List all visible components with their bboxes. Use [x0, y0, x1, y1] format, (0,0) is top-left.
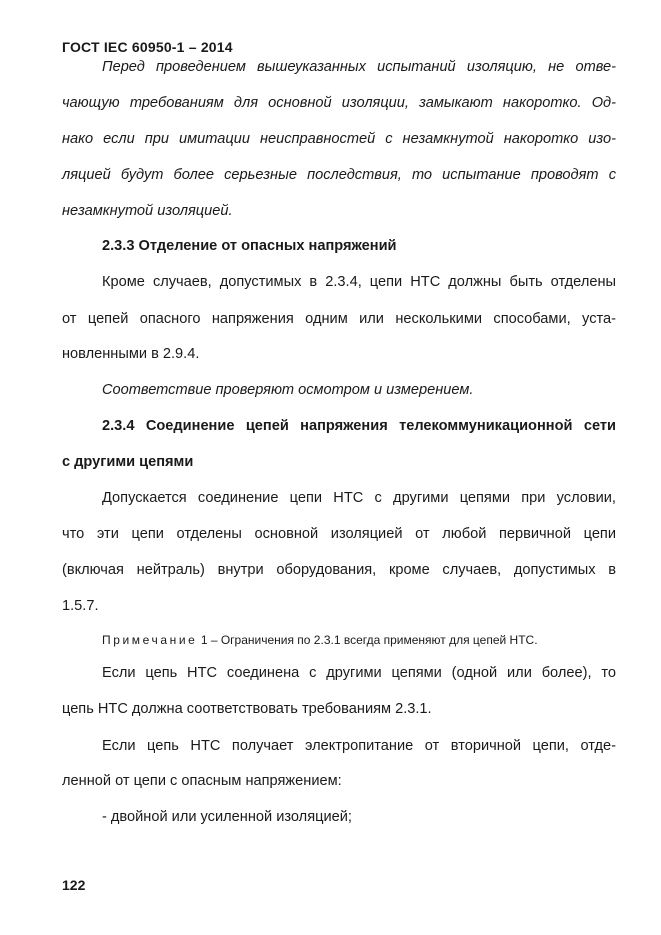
para3-text: Соответствие проверяют осмотром и измерением. — [102, 382, 474, 398]
document-header: ГОСТ IEC 60950-1 – 2014 — [62, 39, 233, 55]
para6-line-2: ленной от цепи с опасным напряжением: — [62, 773, 342, 789]
section-233-heading: 2.3.3 Отделение от опасных напряжений — [102, 238, 397, 254]
note-1 — [102, 632, 538, 648]
para5-line-2: цепь НТС должна соответствовать требованиям 2.3.1. — [62, 701, 432, 717]
para1-line-1: Перед проведением вышеуказанных испытаний изоляцию, не отве- — [102, 59, 616, 75]
para4-line-4: 1.5.7. — [62, 598, 99, 614]
para1-line-4: ляцией будут более серьезные последствия, то испытание проводят с — [62, 167, 616, 183]
para1-line-5: незамкнутой изоляцией. — [62, 203, 233, 219]
para1-line-3: нако если при имитации неисправностей с незамкнутой накоротко изо- — [62, 131, 616, 147]
para1-line-2: чающую требованиям для основной изоляции, замыкают накоротко. Од- — [62, 95, 616, 111]
page-number: 122 — [62, 877, 86, 893]
para2-line-3: новленными в 2.9.4. — [62, 346, 200, 362]
para6-line-1: Если цепь НТС получает электропитание от вторичной цепи, отде- — [102, 738, 616, 754]
para2-line-2: от цепей опасного напряжения одним или несколькими способами, уста- — [62, 311, 616, 327]
note-text: 1 – Ограничения по 2.3.1 всегда применяют для цепей НТС. — [200, 633, 538, 647]
para5-line-1: Если цепь НТС соединена с другими цепями (одной или более), то — [102, 665, 616, 681]
para2-line-1: Кроме случаев, допустимых в 2.3.4, цепи НТС должны быть отделены — [102, 274, 616, 290]
para4-line-2: что эти цепи отделены основной изоляцией от любой первичной цепи — [62, 526, 616, 542]
para4-line-3: (включая нейтраль) внутри оборудования, кроме случаев, допустимых в — [62, 562, 616, 578]
list-item: - двойной или усиленной изоляцией; — [102, 809, 352, 825]
section-234-heading-line-1: 2.3.4 Соединение цепей напряжения телекоммуникационной сети — [102, 418, 616, 434]
para4-line-1: Допускается соединение цепи НТС с другими цепями при условии, — [102, 490, 616, 506]
section-234-heading-line-2: с другими цепями — [62, 454, 194, 470]
note-label: Примечание — [102, 633, 198, 647]
